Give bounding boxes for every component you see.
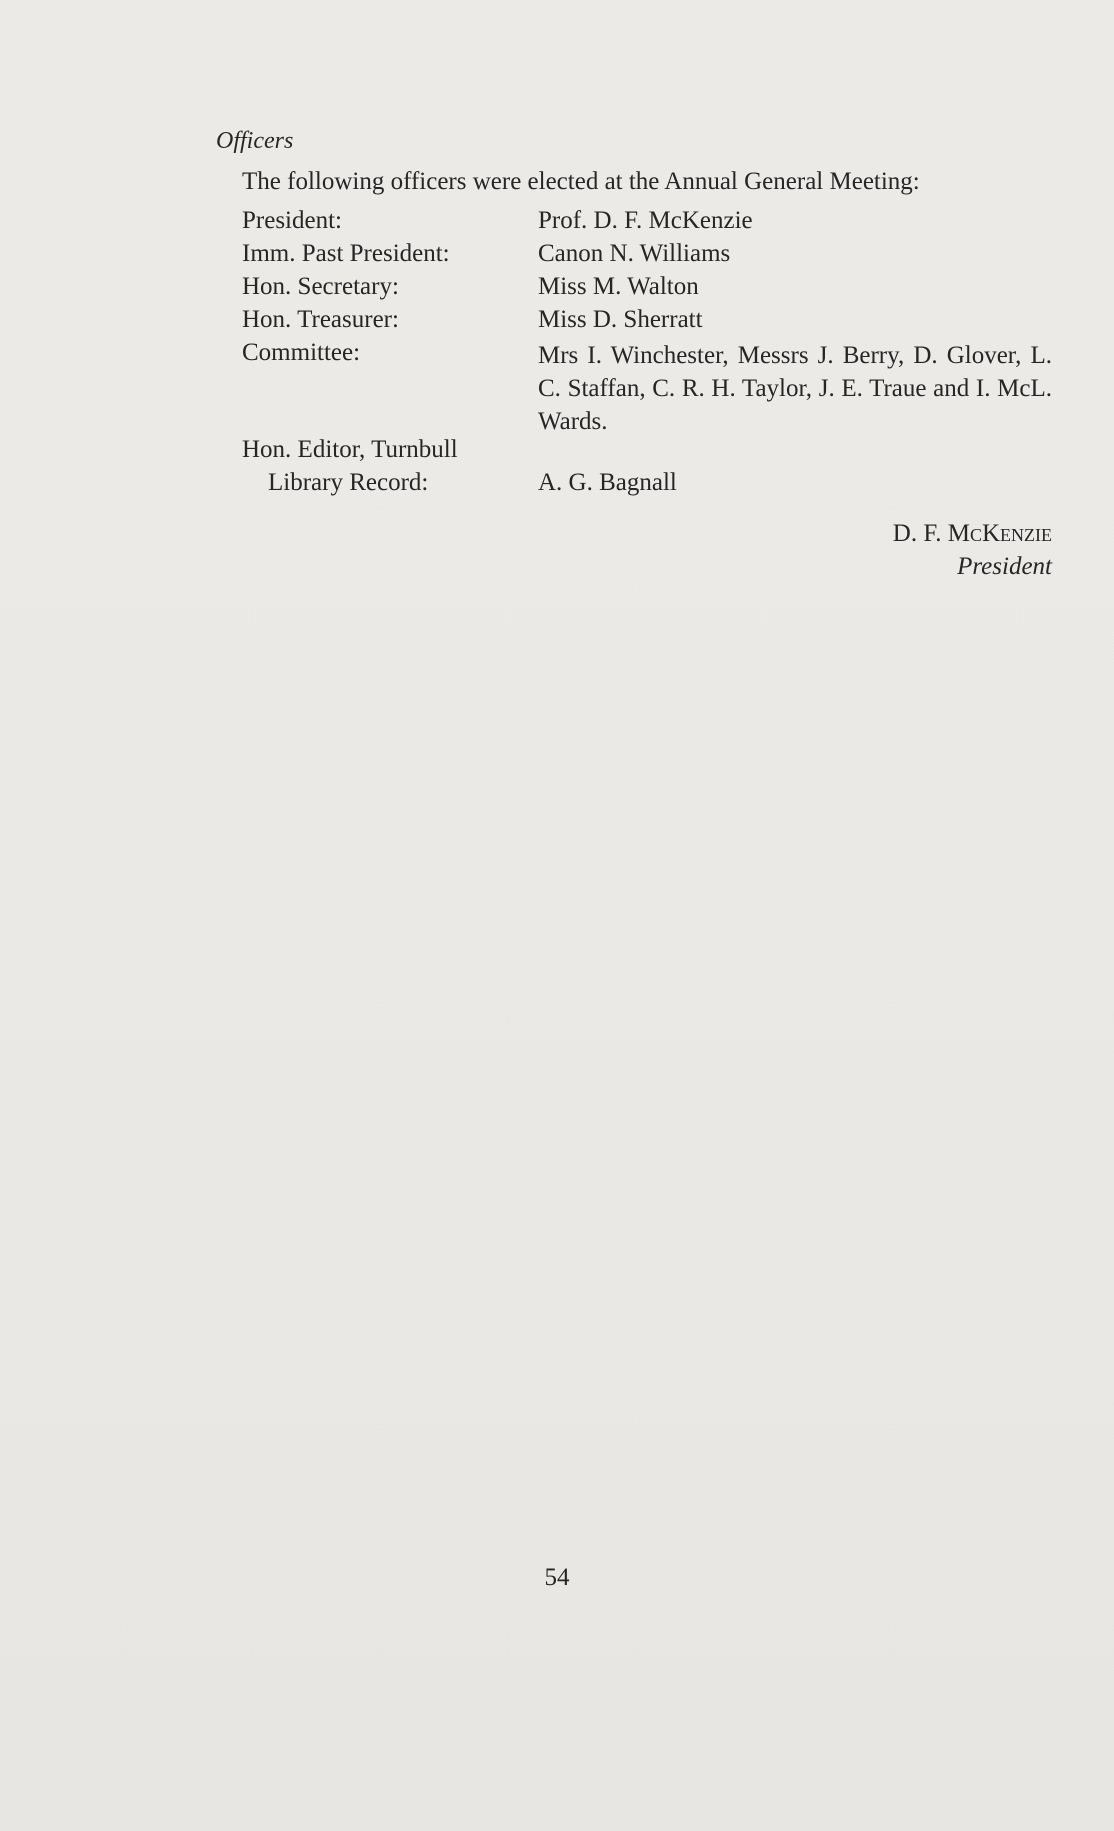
editor-role-line2: Library Record: <box>268 469 429 496</box>
officer-role: Imm. Past President: <box>242 240 450 267</box>
signature-name: D. F. McKenzie <box>892 520 1052 547</box>
committee-role: Committee: <box>242 339 361 366</box>
officer-role: Hon. Secretary: <box>242 273 399 300</box>
officer-name: Miss D. Sherratt <box>538 306 703 333</box>
intro-paragraph: The following officers were elected at the Annual General Meeting: <box>242 168 920 195</box>
officers-list <box>242 207 1052 435</box>
committee-names: Mrs I. Winchester, Messrs J. Berry, D. Glover, L. C. Staffan, C. R. H. Taylor, J. E. Traue and I. McL. Wards. <box>538 342 1052 435</box>
officer-row-secretary <box>242 273 1052 306</box>
officer-row-committee <box>242 339 1052 435</box>
officer-row-president <box>242 207 1052 240</box>
signature-title: President <box>957 553 1052 580</box>
editor-role-line1: Hon. Editor, Turnbull <box>242 436 458 463</box>
editor-entry <box>242 436 677 502</box>
officer-row-treasurer <box>242 306 1052 339</box>
officer-role: Hon. Treasurer: <box>242 306 399 333</box>
officer-role: President: <box>242 207 342 234</box>
editor-name: A. G. Bagnall <box>538 469 677 496</box>
officer-name: Prof. D. F. McKenzie <box>538 207 753 234</box>
officer-name: Canon N. Williams <box>538 240 731 267</box>
signature-block <box>893 520 1052 581</box>
page-number: 54 <box>544 1564 570 1591</box>
officer-name: Miss M. Walton <box>538 273 699 300</box>
section-heading: Officers <box>216 128 294 154</box>
officer-row-past-president <box>242 240 1052 273</box>
